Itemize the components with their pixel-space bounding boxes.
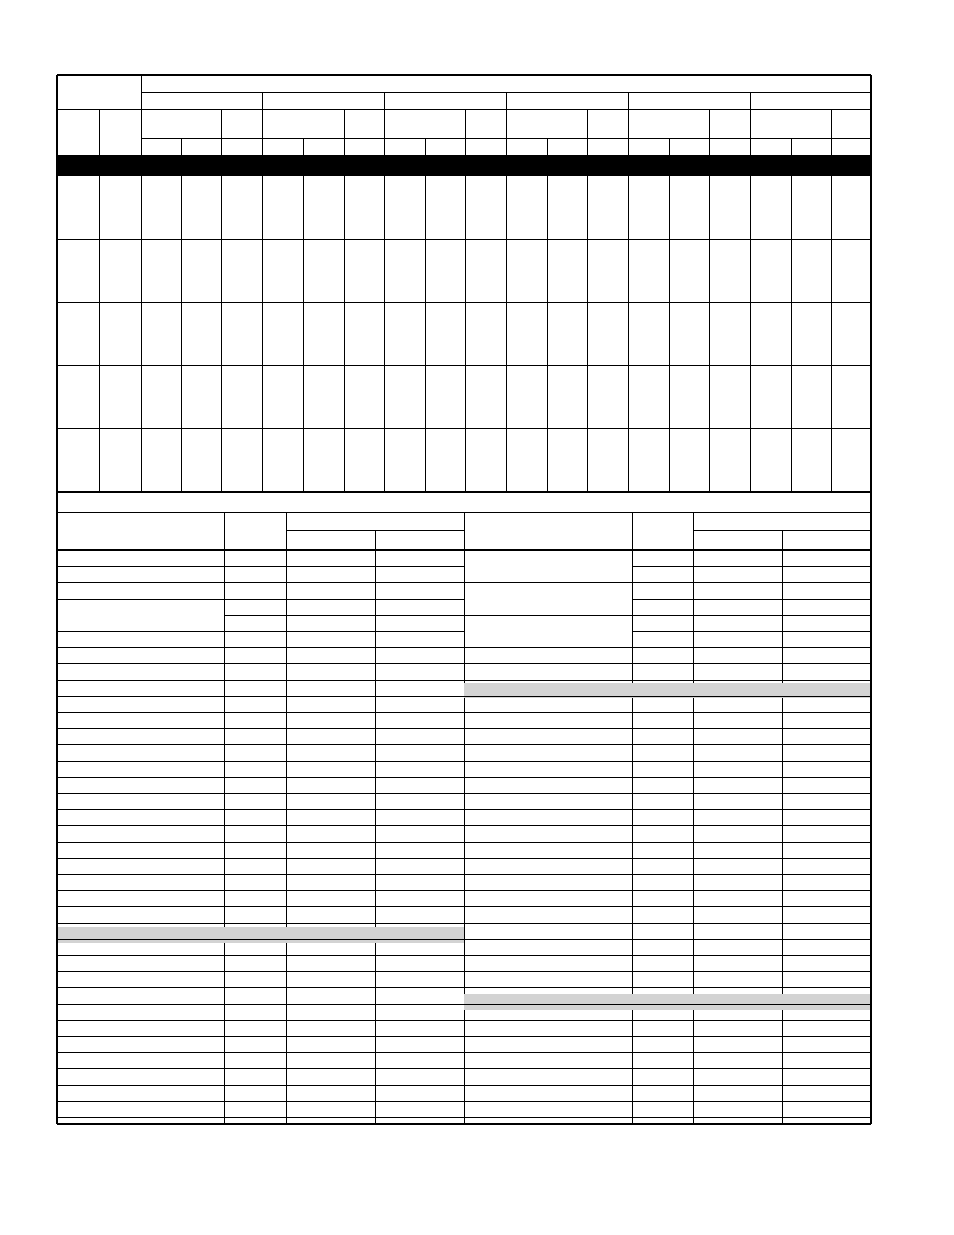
data-row-rule bbox=[57, 365, 871, 366]
left-row-rule bbox=[57, 680, 464, 681]
right-row-rule bbox=[464, 906, 871, 907]
right-row-rule bbox=[632, 566, 871, 567]
form-right-border bbox=[870, 75, 872, 1124]
subcolumn-divider bbox=[547, 138, 548, 492]
right-row-rule bbox=[464, 987, 871, 988]
left-row-rule bbox=[57, 955, 464, 956]
lower-header-bottom bbox=[57, 549, 871, 551]
right-row-rule bbox=[464, 615, 871, 616]
left-row-rule bbox=[57, 647, 464, 648]
left-row-rule bbox=[57, 761, 464, 762]
subcolumn-divider bbox=[831, 109, 832, 492]
group-divider bbox=[628, 92, 629, 492]
right-row-rule bbox=[464, 712, 871, 713]
left-col2-divider bbox=[286, 512, 287, 1124]
right-row-rule bbox=[464, 955, 871, 956]
right-row-rule bbox=[464, 939, 871, 940]
left-row-rule bbox=[57, 696, 464, 697]
right-row-rule bbox=[464, 1117, 871, 1118]
upper-grid-bottom bbox=[57, 491, 871, 493]
right-row-rule bbox=[464, 1052, 871, 1053]
left-row-rule bbox=[57, 566, 464, 567]
left-col-divider bbox=[99, 109, 100, 492]
right-row-rule bbox=[464, 680, 871, 681]
left-row-rule bbox=[57, 1117, 464, 1118]
right-row-rule bbox=[632, 599, 871, 600]
right-row-rule bbox=[464, 1020, 871, 1021]
right-row-rule bbox=[464, 1036, 871, 1037]
right-row-rule bbox=[464, 793, 871, 794]
data-row-rule bbox=[57, 239, 871, 240]
left-row-rule bbox=[57, 890, 464, 891]
left-row-rule bbox=[57, 1068, 464, 1069]
right-row-rule bbox=[464, 923, 871, 924]
left-row-rule bbox=[57, 728, 464, 729]
right-row-rule bbox=[464, 744, 871, 745]
left-row-rule bbox=[57, 1101, 464, 1102]
right-row-rule bbox=[464, 1004, 871, 1005]
left-row-rule bbox=[57, 923, 464, 924]
left-col3-divider bbox=[375, 530, 376, 1124]
group-divider bbox=[262, 92, 263, 492]
right-row-rule bbox=[632, 631, 871, 632]
left-row-rule bbox=[57, 874, 464, 875]
group-divider bbox=[384, 92, 385, 492]
left-row-rule bbox=[57, 971, 464, 972]
left-row-rule bbox=[57, 858, 464, 859]
right-row-rule bbox=[464, 809, 871, 810]
right-row-rule bbox=[464, 858, 871, 859]
right-row-rule bbox=[464, 890, 871, 891]
right-row-rule bbox=[464, 663, 871, 664]
right-row-rule bbox=[464, 825, 871, 826]
right-row-rule bbox=[464, 842, 871, 843]
left-row-rule bbox=[57, 1052, 464, 1053]
right-section-shade-2 bbox=[464, 994, 871, 1010]
left-row-rule bbox=[57, 1020, 464, 1021]
group-start-divider bbox=[141, 75, 142, 492]
left-row-rule bbox=[57, 631, 464, 632]
form-top-border bbox=[57, 74, 871, 76]
right-row-rule bbox=[464, 582, 871, 583]
subcolumn-divider bbox=[791, 138, 792, 492]
form-bottom-border bbox=[57, 1123, 871, 1125]
center-divider bbox=[464, 512, 465, 1124]
left-col1-divider bbox=[224, 512, 225, 1124]
right-row-rule bbox=[464, 696, 871, 697]
left-section-shade bbox=[57, 927, 464, 943]
header-black-band bbox=[57, 155, 871, 176]
right-row-rule bbox=[464, 777, 871, 778]
subcolumn-divider bbox=[465, 109, 466, 492]
right-row-rule bbox=[464, 874, 871, 875]
right-row-rule bbox=[464, 1101, 871, 1102]
left-row-rule bbox=[57, 582, 464, 583]
left-row-rule bbox=[57, 906, 464, 907]
right-col2-divider bbox=[693, 512, 694, 1124]
data-row-rule bbox=[57, 302, 871, 303]
left-row-rule bbox=[57, 1085, 464, 1086]
left-row-rule bbox=[57, 712, 464, 713]
right-row-rule bbox=[464, 647, 871, 648]
subcolumn-divider bbox=[221, 109, 222, 492]
left-row-rule bbox=[57, 809, 464, 810]
subcolumn-divider bbox=[303, 138, 304, 492]
subcolumn-divider bbox=[181, 138, 182, 492]
subcolumn-divider bbox=[425, 138, 426, 492]
left-row-rule bbox=[57, 939, 464, 940]
subcolumn-divider bbox=[669, 138, 670, 492]
group-divider bbox=[506, 92, 507, 492]
left-row-rule bbox=[224, 615, 464, 616]
right-col3-divider bbox=[782, 530, 783, 1124]
subcolumn-divider bbox=[587, 109, 588, 492]
data-row-rule bbox=[57, 428, 871, 429]
left-row-rule bbox=[57, 1004, 464, 1005]
right-row-rule bbox=[464, 1068, 871, 1069]
left-row-rule bbox=[57, 825, 464, 826]
left-row-rule bbox=[57, 793, 464, 794]
left-row-rule bbox=[57, 777, 464, 778]
left-row-rule bbox=[57, 842, 464, 843]
right-row-rule bbox=[464, 971, 871, 972]
left-row-rule bbox=[57, 663, 464, 664]
left-row-rule bbox=[57, 987, 464, 988]
right-row-rule bbox=[464, 728, 871, 729]
right-row-rule bbox=[464, 1085, 871, 1086]
left-row-rule bbox=[57, 1036, 464, 1037]
group-divider bbox=[750, 92, 751, 492]
right-col1-divider bbox=[632, 512, 633, 1124]
left-row-rule bbox=[57, 744, 464, 745]
form-left-border bbox=[56, 75, 58, 1124]
right-row-rule bbox=[464, 761, 871, 762]
left-row-rule bbox=[57, 599, 464, 600]
subcolumn-divider bbox=[709, 109, 710, 492]
subcolumn-divider bbox=[344, 109, 345, 492]
